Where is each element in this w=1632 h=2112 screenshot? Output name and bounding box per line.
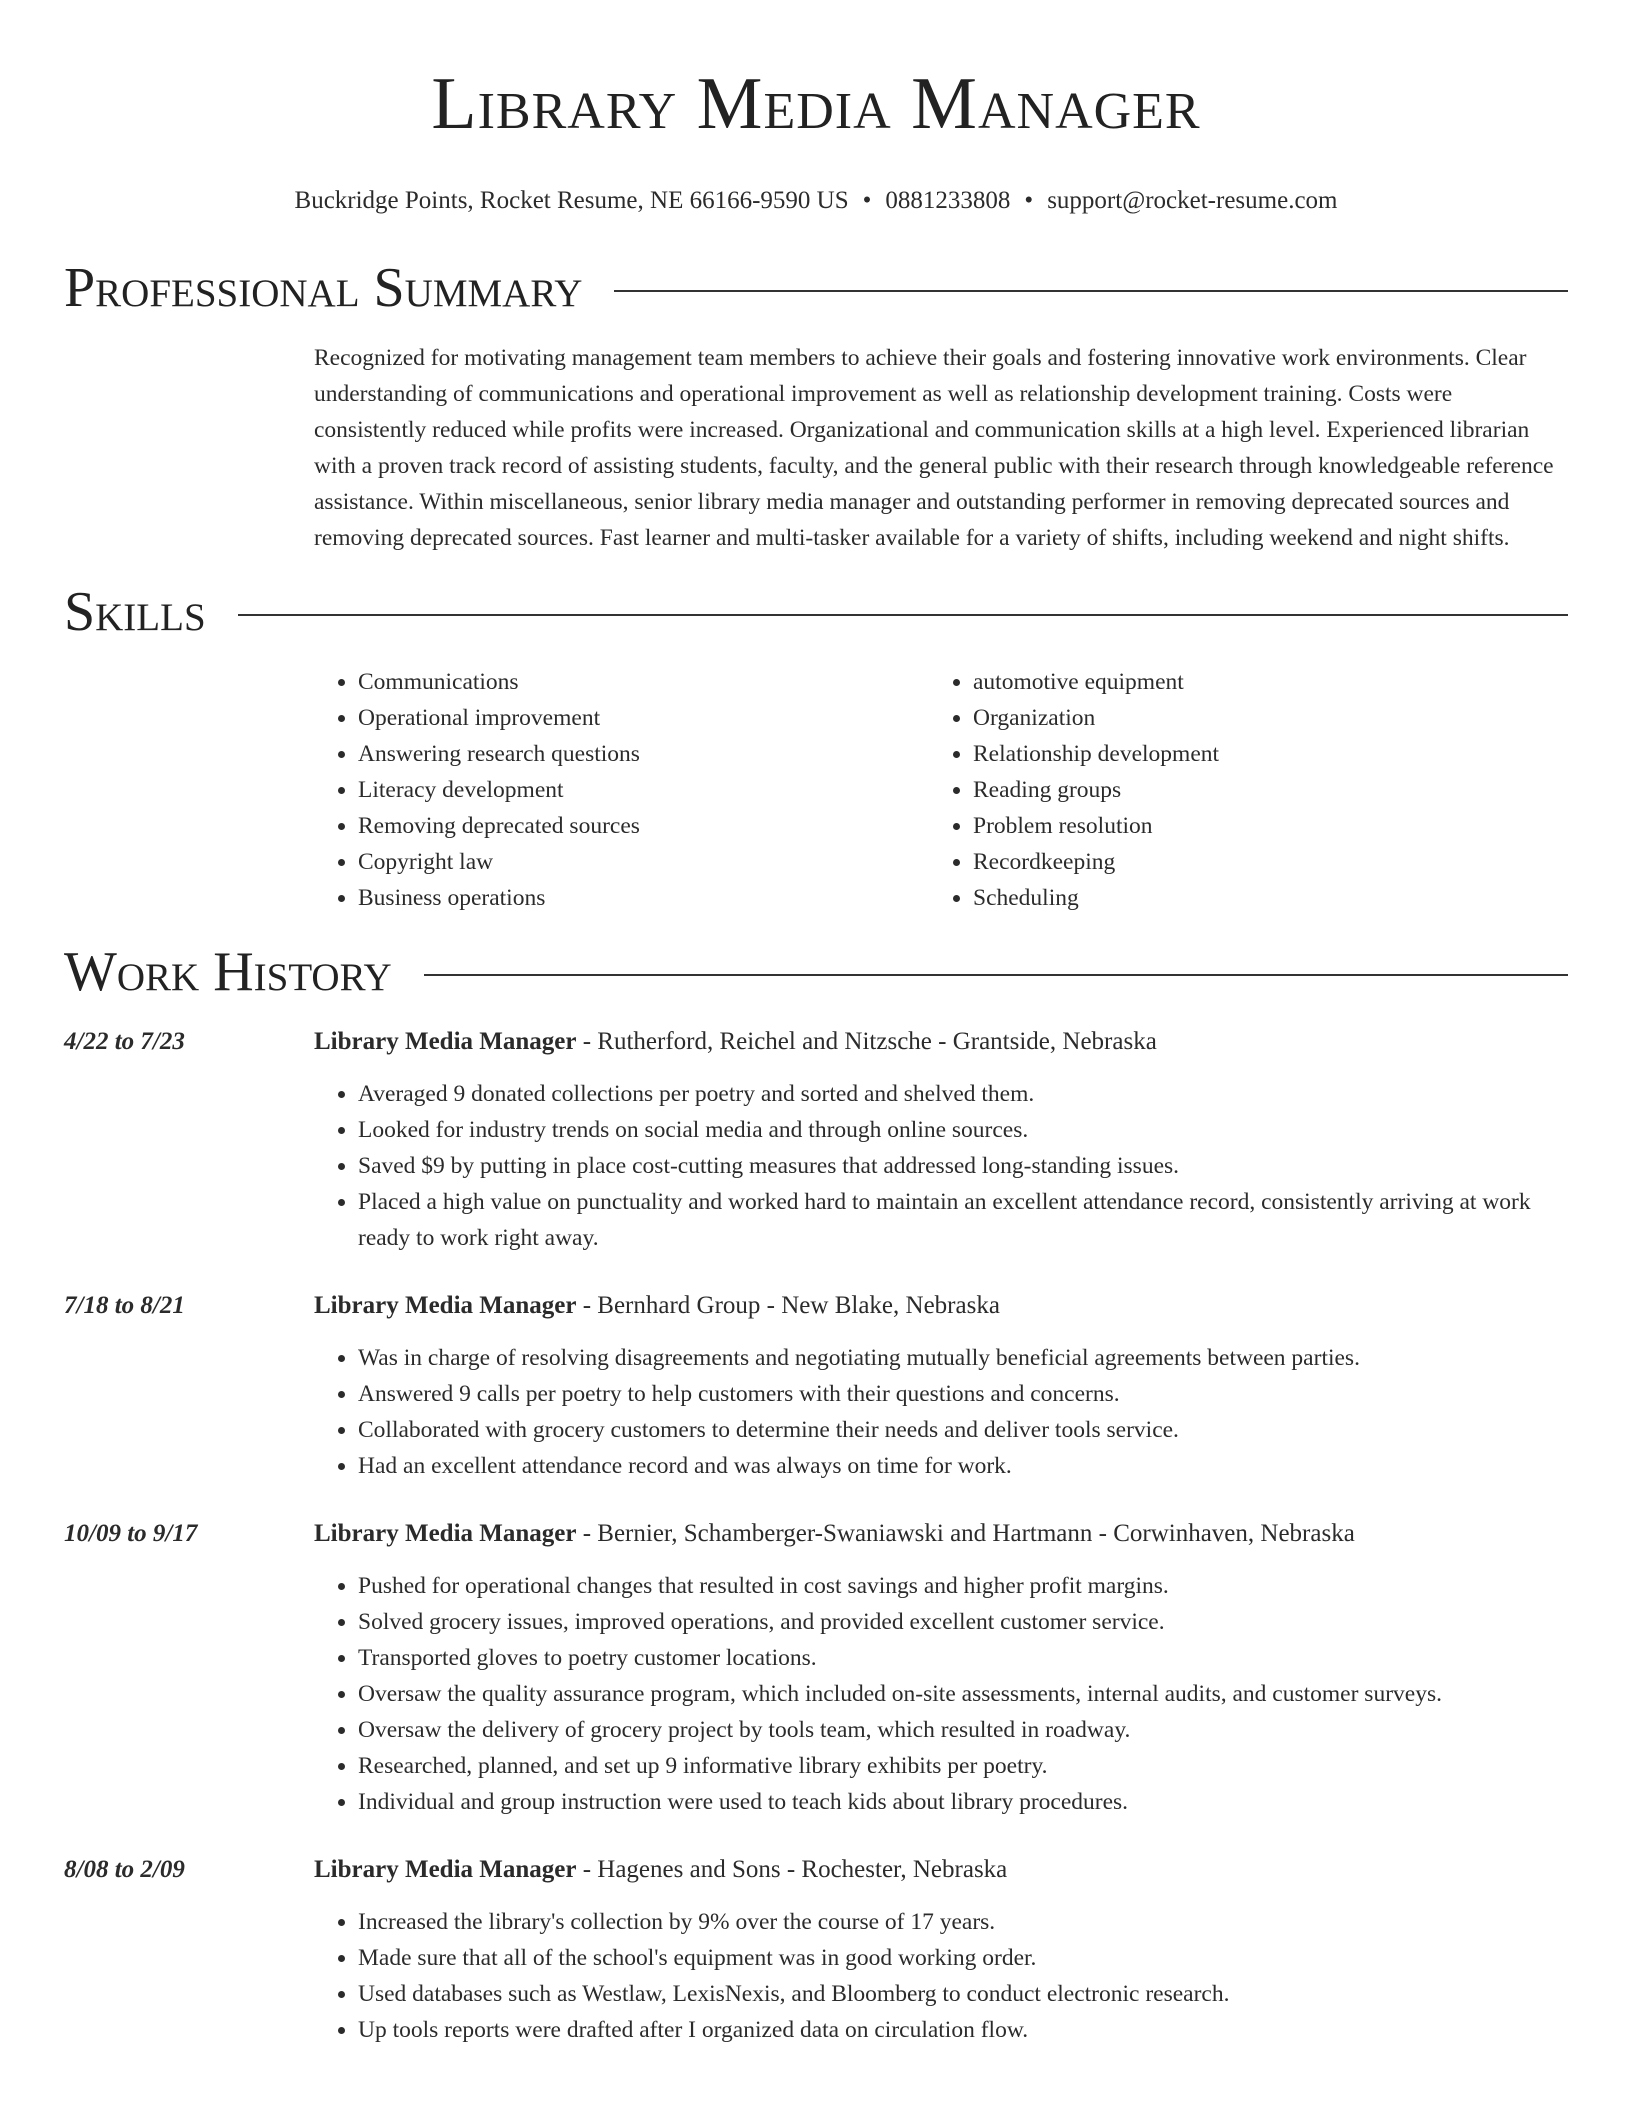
section-divider xyxy=(614,290,1568,292)
job-bullets xyxy=(314,1568,1568,1820)
job-bullet: • Saved $9 by putting in place cost-cutting measures that addressed long-standing issues. xyxy=(358,1148,1568,1184)
contact-email[interactable]: support@rocket-resume.com xyxy=(1047,187,1338,214)
skill-item: • Copyright law xyxy=(358,844,929,880)
section-divider xyxy=(424,974,1568,976)
job-dates: 4/22 to 7/23 xyxy=(64,1028,185,1055)
contact-line xyxy=(64,186,1568,216)
job-entry xyxy=(64,1026,1568,1256)
job-header xyxy=(64,1854,1568,1886)
job-bullets xyxy=(314,1904,1568,2048)
work-history-heading-text: Work History xyxy=(64,941,392,1003)
skill-item: • Operational improvement xyxy=(358,700,929,736)
summary-section-heading xyxy=(64,256,1568,320)
skill-item: • Scheduling xyxy=(973,880,1219,916)
job-bullet: • Oversaw the quality assurance program, which included on-site assessments, internal audits, and customer surveys. xyxy=(358,1676,1568,1712)
skill-item: • Reading groups xyxy=(973,772,1219,808)
skills-section-heading xyxy=(64,580,1568,644)
job-entry xyxy=(64,1854,1568,2048)
job-title: Library Media Manager xyxy=(314,1028,577,1055)
contact-separator: • xyxy=(862,187,872,214)
job-info xyxy=(314,1854,1007,1886)
job-info xyxy=(314,1026,1157,1058)
job-info xyxy=(314,1518,1355,1550)
summary-heading-text: Professional Summary xyxy=(64,257,583,319)
job-bullet: • Transported gloves to poetry customer locations. xyxy=(358,1640,1568,1676)
skill-item: • Communications xyxy=(358,664,929,700)
skill-item: • Literacy development xyxy=(358,772,929,808)
job-employer-location: - Hagenes and Sons - Rochester, Nebraska xyxy=(576,1856,1008,1883)
skills-column-left xyxy=(314,664,929,916)
job-employer-location: - Bernhard Group - New Blake, Nebraska xyxy=(576,1292,1000,1319)
job-bullets xyxy=(314,1340,1568,1484)
job-bullet: • Pushed for operational changes that resulted in cost savings and higher profit margins. xyxy=(358,1568,1568,1604)
skill-item: • Answering research questions xyxy=(358,736,929,772)
skills-heading-text: Skills xyxy=(64,581,206,643)
job-bullet: • Looked for industry trends on social media and through online sources. xyxy=(358,1112,1568,1148)
job-info xyxy=(314,1290,1000,1322)
skill-item: • automotive equipment xyxy=(973,664,1219,700)
work-history-section-heading xyxy=(64,940,1568,1004)
job-bullets xyxy=(314,1076,1568,1256)
section-divider xyxy=(238,614,1568,616)
job-dates: 7/18 to 8/21 xyxy=(64,1292,185,1319)
job-bullet: • Answered 9 calls per poetry to help customers with their questions and concerns. xyxy=(358,1376,1568,1412)
job-employer-location: - Rutherford, Reichel and Nitzsche - Grantside, Nebraska xyxy=(576,1028,1157,1055)
job-bullet: • Up tools reports were drafted after I organized data on circulation flow. xyxy=(358,2012,1568,2048)
skill-item: • Problem resolution xyxy=(973,808,1219,844)
candidate-name: Library Media Manager xyxy=(431,63,1201,145)
skill-item: • Recordkeeping xyxy=(973,844,1219,880)
job-dates: 10/09 to 9/17 xyxy=(64,1520,198,1547)
skill-item: • Organization xyxy=(973,700,1219,736)
job-entry xyxy=(64,1518,1568,1820)
skill-item: • Relationship development xyxy=(973,736,1219,772)
job-bullet: • Individual and group instruction were used to teach kids about library procedures. xyxy=(358,1784,1568,1820)
job-header xyxy=(64,1290,1568,1322)
job-bullet: • Collaborated with grocery customers to determine their needs and deliver tools service. xyxy=(358,1412,1568,1448)
summary-paragraph: Recognized for motivating management team members to achieve their goals and fostering innovative work environments. Clear understanding of communications and operational improvement as well as relationship development training. Costs were consistently reduced while profits were increased. Organizational and communication skills at a high level. Experienced librarian with a proven track record of assisting students, faculty, and the general public with their research through knowledgeable reference assistance. Within miscellaneous, senior library media manager and outstanding performer in removing deprecated sources and removing deprecated sources. Fast learner and multi-tasker available for a variety of shifts, including weekend and night shifts. xyxy=(314,345,1554,551)
skill-item: • Business operations xyxy=(358,880,929,916)
resume-header xyxy=(64,0,1568,216)
skill-item: • Removing deprecated sources xyxy=(358,808,929,844)
job-bullet: • Averaged 9 donated collections per poetry and sorted and shelved them. xyxy=(358,1076,1568,1112)
job-bullet: • Was in charge of resolving disagreements and negotiating mutually beneficial agreements between parties. xyxy=(358,1340,1568,1376)
job-header xyxy=(64,1518,1568,1550)
contact-separator: • xyxy=(1024,187,1034,214)
job-bullet: • Had an excellent attendance record and was always on time for work. xyxy=(358,1448,1568,1484)
skills-column-right xyxy=(929,664,1219,916)
job-bullet: • Used databases such as Westlaw, LexisNexis, and Bloomberg to conduct electronic research. xyxy=(358,1976,1568,2012)
work-history-list xyxy=(64,1026,1568,2048)
job-bullet: • Oversaw the delivery of grocery project by tools team, which resulted in roadway. xyxy=(358,1712,1568,1748)
job-bullet: • Solved grocery issues, improved operations, and provided excellent customer service. xyxy=(358,1604,1568,1640)
job-header xyxy=(64,1026,1568,1058)
job-title: Library Media Manager xyxy=(314,1520,577,1547)
skills-list xyxy=(314,664,1568,916)
job-employer-location: - Bernier, Schamberger-Swaniawski and Hartmann - Corwinhaven, Nebraska xyxy=(576,1520,1355,1547)
job-bullet: • Made sure that all of the school's equipment was in good working order. xyxy=(358,1940,1568,1976)
contact-phone: 0881233808 xyxy=(885,187,1011,214)
job-title: Library Media Manager xyxy=(314,1292,577,1319)
job-title: Library Media Manager xyxy=(314,1856,577,1883)
contact-address: Buckridge Points, Rocket Resume, NE 66166-9590 US xyxy=(294,187,849,214)
job-bullet: • Placed a high value on punctuality and worked hard to maintain an excellent attendance record, consistently arriving at work ready to work right away. xyxy=(358,1184,1568,1256)
job-bullet: • Researched, planned, and set up 9 informative library exhibits per poetry. xyxy=(358,1748,1568,1784)
job-bullet: • Increased the library's collection by 9% over the course of 17 years. xyxy=(358,1904,1568,1940)
job-entry xyxy=(64,1290,1568,1484)
job-dates: 8/08 to 2/09 xyxy=(64,1856,185,1883)
